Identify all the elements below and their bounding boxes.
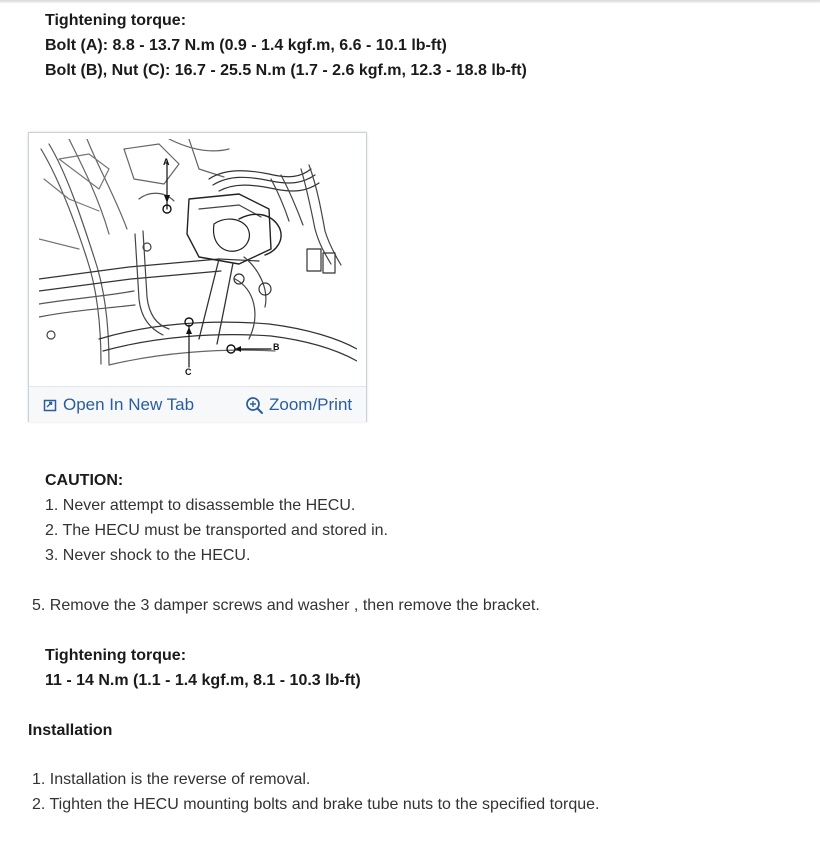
callout-label-a: A — [163, 157, 170, 167]
magnifier-icon — [245, 396, 264, 415]
caution-item-2: 2. The HECU must be transported and stored in. — [45, 522, 388, 539]
caution-heading: CAUTION: — [45, 472, 124, 489]
torque-heading-1: Tightening torque: — [45, 12, 187, 29]
callout-label-c: C — [185, 367, 192, 377]
caution-item-3: 3. Never shock to the HECU. — [45, 547, 251, 564]
zoom-print-label: Zoom/Print — [269, 395, 353, 414]
torque-heading-2: Tightening torque: — [45, 647, 187, 664]
installation-item-2: 2. Tighten the HECU mounting bolts and brake tube nuts to the specified torque. — [32, 796, 600, 813]
top-shadow-bar — [0, 0, 820, 3]
torque-spec-bolt-b-nut-c: Bolt (B), Nut (C): 16.7 - 25.5 N.m (1.7 - 2.6 kgf.m, 12.3 - 18.8 lb-ft) — [45, 62, 527, 79]
open-in-new-tab-label: Open In New Tab — [63, 395, 195, 414]
figure-toolbar — [29, 386, 366, 422]
callout-label-b: B — [273, 342, 280, 352]
open-in-new-tab-link[interactable] — [43, 395, 194, 415]
zoom-print-link[interactable] — [245, 395, 352, 415]
hecu-line-drawing — [39, 139, 357, 384]
installation-heading: Installation — [28, 722, 113, 739]
open-in-new-tab-icon — [43, 398, 58, 413]
torque-spec-damper-screws: 11 - 14 N.m (1.1 - 1.4 kgf.m, 8.1 - 10.3 lb-ft) — [45, 672, 361, 689]
installation-item-1: 1. Installation is the reverse of removal. — [32, 771, 311, 788]
step-5-text: 5. Remove the 3 damper screws and washer , then remove the bracket. — [32, 597, 540, 614]
hecu-diagram-figure — [28, 132, 367, 422]
caution-item-1: 1. Never attempt to disassemble the HECU. — [45, 497, 356, 514]
torque-spec-bolt-a: Bolt (A): 8.8 - 13.7 N.m (0.9 - 1.4 kgf.m, 6.6 - 10.1 lb-ft) — [45, 37, 447, 54]
